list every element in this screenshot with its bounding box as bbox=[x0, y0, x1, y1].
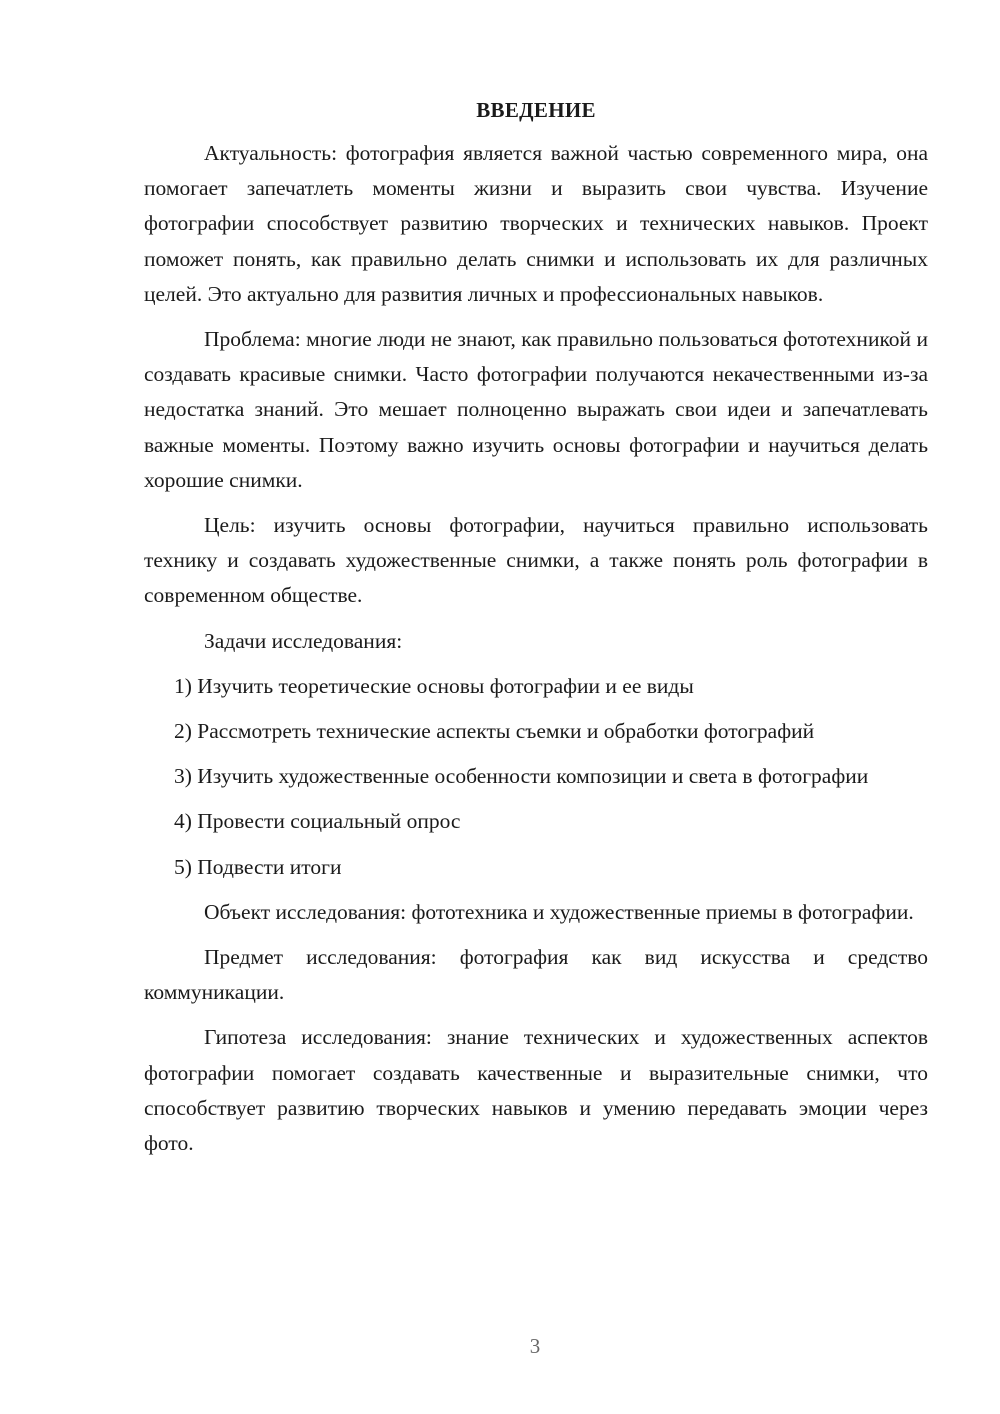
task-item: 2) Рассмотреть технические аспекты съемки и обработки фотографий bbox=[174, 719, 815, 744]
document-page bbox=[144, 96, 928, 1171]
subject-paragraph: Предмет исследования: фотография как вид искусства и средство коммуникации. bbox=[144, 945, 928, 1005]
relevance-paragraph: Актуальность: фотография является важной частью современного мира, она помогает запечатлеть моменты жизни и выразить свои чувства. Изучение фотографии способствует развитию творческих и технических навыков. Проект поможет понять, как правильно делать снимки и использовать их для различных целей. Это актуально для развития личных и профессиональных навыков. bbox=[144, 141, 928, 306]
task-item: 5) Подвести итоги bbox=[174, 854, 342, 879]
goal-paragraph: Цель: изучить основы фотографии, научиться правильно использовать технику и создавать художественные снимки, а также понять роль фотографии в современном обществе. bbox=[144, 513, 928, 608]
tasks-heading: Задачи исследования: bbox=[204, 628, 403, 653]
task-item: 3) Изучить художественные особенности композиции и света в фотографии bbox=[174, 764, 869, 789]
task-item: 4) Провести социальный опрос bbox=[174, 809, 461, 834]
problem-paragraph: Проблема: многие люди не знают, как правильно пользоваться фототехникой и создавать красивые снимки. Часто фотографии получаются некачественными из-за недостатка знаний. Это мешает полноценно выражать свои идеи и запечатлевать важные моменты. Поэтому важно изучить основы фотографии и научиться делать хорошие снимки. bbox=[144, 327, 928, 492]
object-paragraph: Объект исследования: фототехника и художественные приемы в фотографии. bbox=[204, 899, 914, 924]
page-number: 3 bbox=[529, 1334, 541, 1358]
hypothesis-paragraph: Гипотеза исследования: знание технических и художественных аспектов фотографии помогает создавать качественные и выразительные снимки, что способствует развитию творческих навыков и умению передавать эмоции через фото. bbox=[144, 1025, 928, 1156]
page-title: ВВЕДЕНИЕ bbox=[476, 98, 596, 122]
task-item: 1) Изучить теоретические основы фотографии и ее виды bbox=[174, 673, 694, 698]
